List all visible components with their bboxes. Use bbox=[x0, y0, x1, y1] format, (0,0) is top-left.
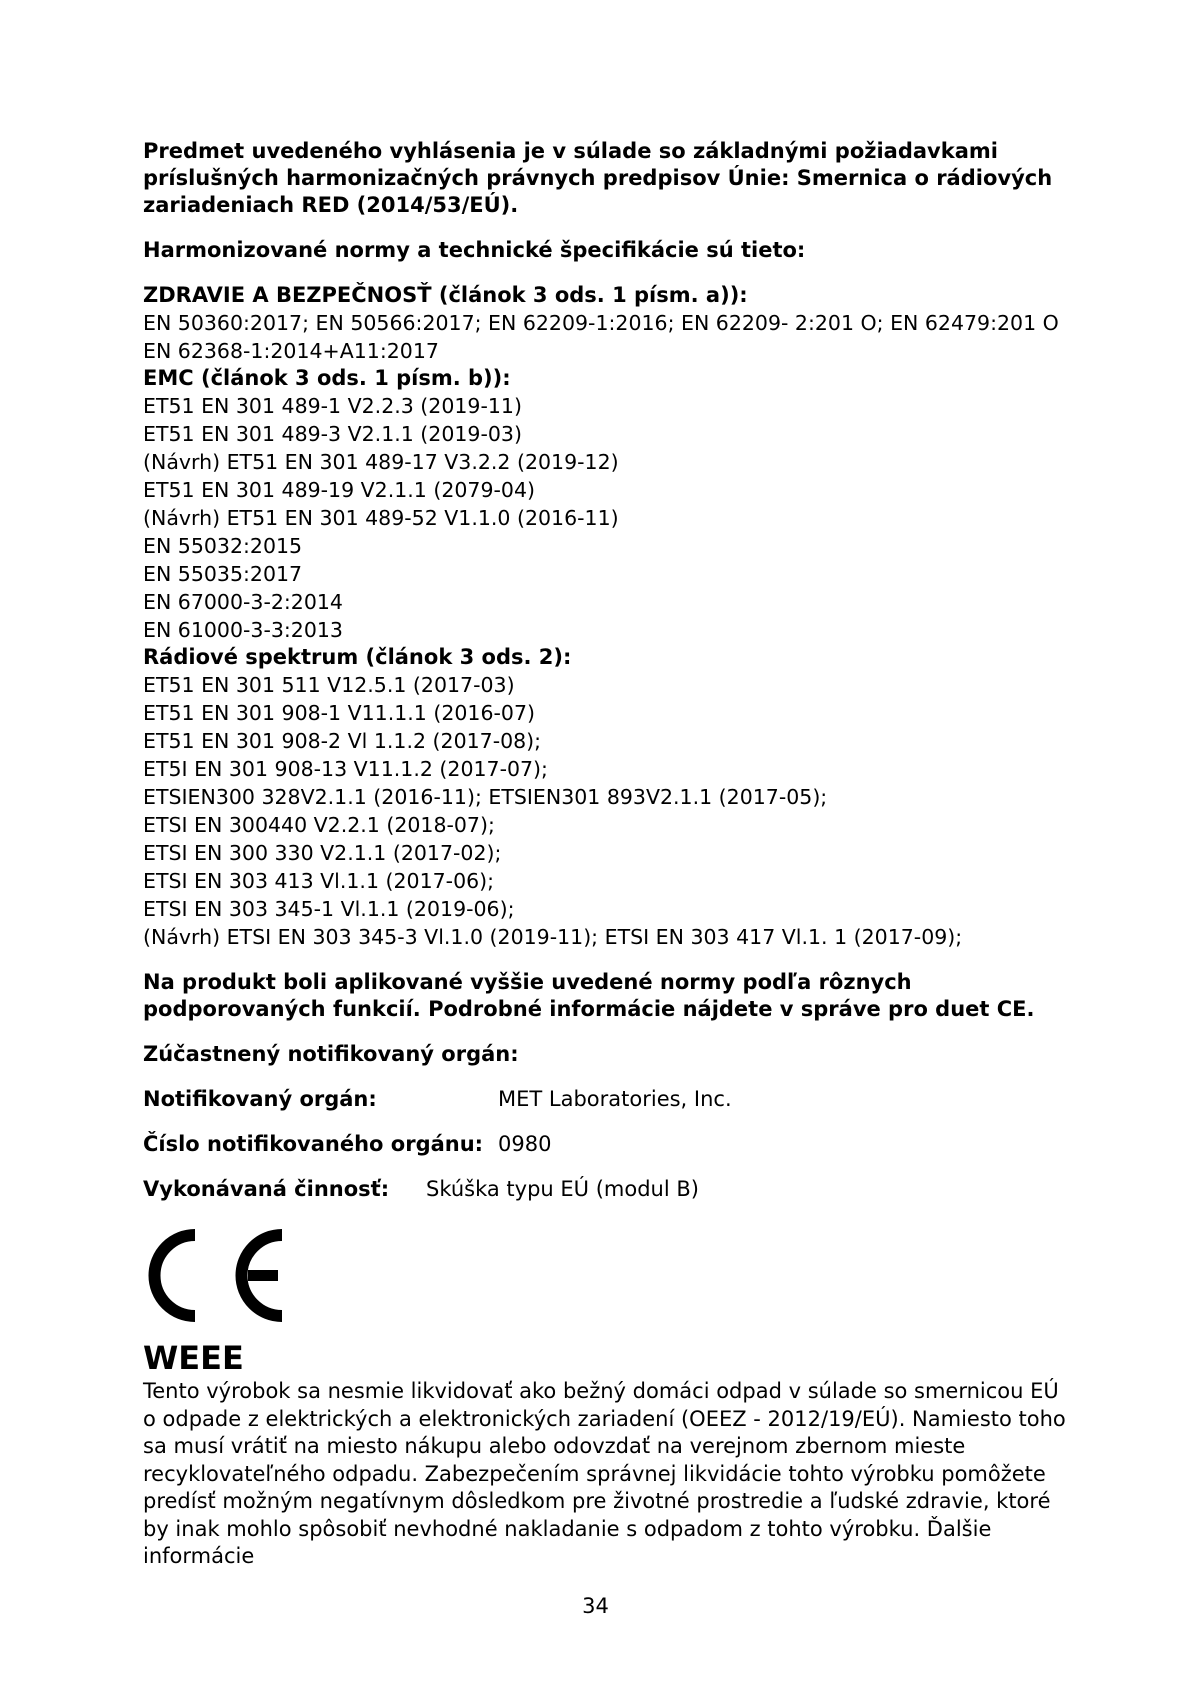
activity-row bbox=[143, 1176, 1073, 1203]
notified-body-row bbox=[143, 1086, 1073, 1113]
page-number: 34 bbox=[582, 1594, 609, 1618]
activity-label: Vykonávaná činnosť: bbox=[143, 1177, 390, 1201]
radio-title: Rádiové spektrum (článok 3 ods. 2): bbox=[143, 645, 572, 669]
notified-number-row bbox=[143, 1131, 1073, 1158]
notified-body-value: MET Laboratories, Inc. bbox=[498, 1087, 732, 1111]
health-safety-section bbox=[143, 282, 1073, 365]
standard-line: EN 61000-3-3:2013 bbox=[143, 618, 343, 642]
standard-line: ETSI EN 300440 V2.2.1 (2018-07); bbox=[143, 813, 495, 837]
standard-line: EN 50360:2017; EN 50566:2017; EN 62209-1:2016; EN 62209- 2:201 O; EN 62479:201 O bbox=[143, 311, 1059, 335]
standard-line: EN 55032:2015 bbox=[143, 534, 303, 558]
weee-text: Tento výrobok sa nesmie likvidovať ako bežný domáci odpad v súlade so smernicou EÚ o odpade z elektrických a elektronických zariadení (OEEZ - 2012/19/EÚ). Namiesto toho sa musí vrátiť na miesto nákupu alebo odovzdať na verejnom zbernom mieste recyklovateľného odpadu. Zabezpečením správnej likvidácie tohto výrobku pomôžete predísť možným negatívnym dôsledkom pre životné prostredie a ľudské zdravie, ktoré by inak mohlo spôsobiť nevhodné nakladanie s odpadom z tohto výrobku. Ďalšie informácie bbox=[143, 1379, 1066, 1568]
standard-line: ET51 EN 301 489-3 V2.1.1 (2019-03) bbox=[143, 422, 522, 446]
standards-heading: Harmonizované normy a technické špecifikácie sú tieto: bbox=[143, 238, 806, 262]
activity-value: Skúška typu EÚ (modul B) bbox=[426, 1177, 699, 1201]
standard-line: ETSI EN 300 330 V2.1.1 (2017-02); bbox=[143, 841, 502, 865]
standard-line: ET51 EN 301 908-1 V11.1.1 (2016-07) bbox=[143, 701, 536, 725]
standard-line: (Návrh) ETSI EN 303 345-3 Vl.1.0 (2019-11); ETSI EN 303 417 Vl.1. 1 (2017-09); bbox=[143, 925, 963, 949]
document-page bbox=[143, 138, 1073, 1571]
standard-line: ETSI EN 303 345-1 Vl.1.1 (2019-06); bbox=[143, 897, 515, 921]
standard-line: ET51 EN 301 489-19 V2.1.1 (2079-04) bbox=[143, 478, 536, 502]
standard-line: ETSIEN300 328V2.1.1 (2016-11); ETSIEN301 893V2.1.1 (2017-05); bbox=[143, 785, 828, 809]
standard-line: ET51 EN 301 489-1 V2.2.3 (2019-11) bbox=[143, 394, 522, 418]
standard-line: ET51 EN 301 511 V12.5.1 (2017-03) bbox=[143, 673, 515, 697]
intro-paragraph: Predmet uvedeného vyhlásenia je v súlade so základnými požiadavkami príslušných harmonizačných právnych predpisov Únie: Smernica o rádiových zariadeniach RED (2014/53/EÚ). bbox=[143, 139, 1053, 217]
standard-line: ET5I EN 301 908-13 V11.1.2 (2017-07); bbox=[143, 757, 548, 781]
standard-line: EN 62368-1:2014+A11:2017 bbox=[143, 339, 439, 363]
notified-number-value: 0980 bbox=[498, 1132, 552, 1156]
standard-line: (Návrh) ET51 EN 301 489-52 V1.1.0 (2016-11) bbox=[143, 506, 619, 530]
notified-number-label: Číslo notifikovaného orgánu: bbox=[143, 1132, 484, 1156]
standard-line: EN 55035:2017 bbox=[143, 562, 303, 586]
notified-body-label: Notifikovaný orgán: bbox=[143, 1087, 377, 1111]
health-safety-title: ZDRAVIE A BEZPEČNOSŤ (článok 3 ods. 1 písm. a)): bbox=[143, 283, 748, 307]
emc-title: EMC (článok 3 ods. 1 písm. b)): bbox=[143, 366, 511, 390]
emc-section bbox=[143, 365, 1073, 644]
notified-heading: Zúčastnený notifikovaný orgán: bbox=[143, 1042, 519, 1066]
standard-line: (Návrh) ET51 EN 301 489-17 V3.2.2 (2019-12) bbox=[143, 450, 619, 474]
standard-line: EN 67000-3-2:2014 bbox=[143, 590, 343, 614]
radio-section bbox=[143, 644, 1073, 951]
ce-mark-logo bbox=[143, 1223, 288, 1328]
standard-line: ETSI EN 303 413 Vl.1.1 (2017-06); bbox=[143, 869, 495, 893]
applied-note: Na produkt boli aplikované vyššie uvedené normy podľa rôznych podporovaných funkcií. Podrobné informácie nájdete v správe pro duet CE. bbox=[143, 970, 1035, 1021]
weee-title: WEEE bbox=[143, 1339, 244, 1377]
standard-line: ET51 EN 301 908-2 Vl 1.1.2 (2017-08); bbox=[143, 729, 542, 753]
